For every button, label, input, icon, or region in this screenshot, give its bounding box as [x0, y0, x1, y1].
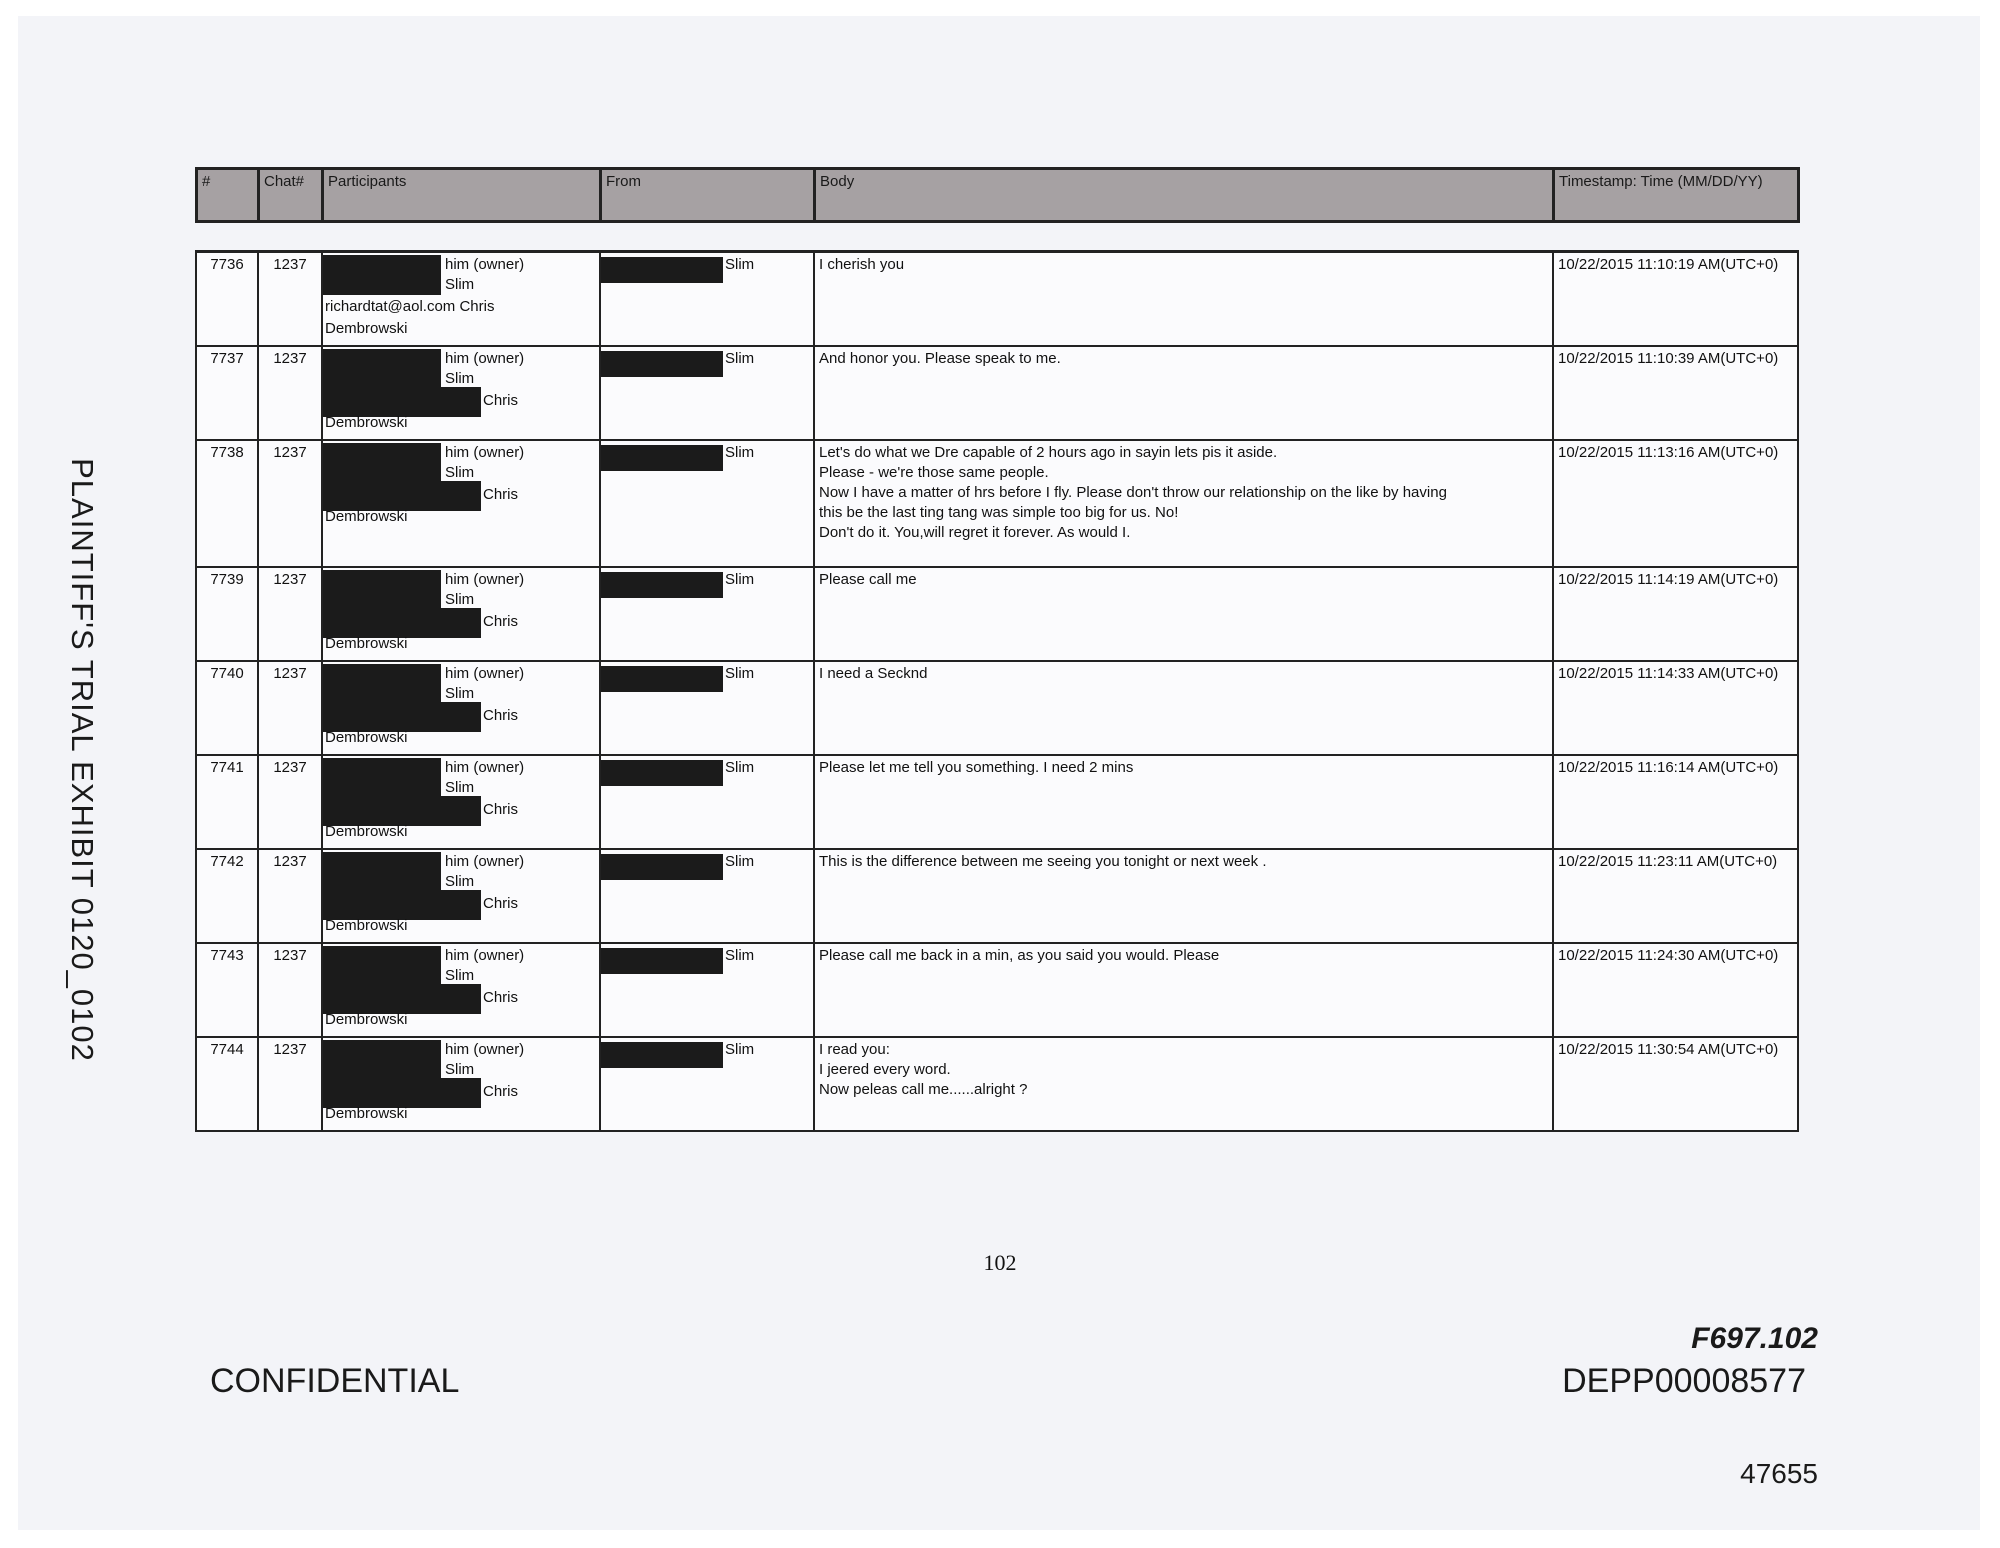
exhibit-side-label	[62, 440, 102, 1080]
redaction-block	[601, 445, 723, 471]
participant-dembrowski: Dembrowski	[325, 729, 408, 746]
from-cell	[600, 567, 814, 661]
participant-chris: Chris	[483, 801, 519, 818]
participant-slim: Slim	[445, 779, 475, 796]
participants-cell	[322, 440, 600, 567]
message-body	[814, 849, 1553, 943]
message-body	[814, 661, 1553, 755]
participant-chris: Chris	[483, 486, 519, 503]
row-number: 7738	[196, 440, 258, 567]
timestamp-cell: 10/22/2015 11:24:30 AM(UTC+0)	[1553, 943, 1798, 1037]
header-participants: Participants	[323, 169, 601, 222]
from-cell	[600, 755, 814, 849]
message-line: this be the last ting tang was simple too big for us. No!	[819, 504, 1179, 521]
chat-number: 1237	[258, 943, 322, 1037]
participant-slim: Slim	[445, 276, 475, 293]
from-cell	[600, 252, 814, 347]
from-name: Slim	[725, 947, 755, 964]
row-number: 7737	[196, 346, 258, 440]
participant-slim: Slim	[445, 591, 475, 608]
timestamp-cell: 10/22/2015 11:14:33 AM(UTC+0)	[1553, 661, 1798, 755]
table-row	[196, 849, 1798, 943]
table-row	[196, 440, 1798, 567]
timestamp-cell: 10/22/2015 11:10:39 AM(UTC+0)	[1553, 346, 1798, 440]
participant-dembrowski: Dembrowski	[325, 917, 408, 934]
redaction-block	[601, 760, 723, 786]
message-body	[814, 755, 1553, 849]
participant-chris: Chris	[483, 392, 519, 409]
row-number: 7742	[196, 849, 258, 943]
redaction-block	[323, 758, 441, 798]
table-row	[196, 346, 1798, 440]
message-line: Now peleas call me......alright ?	[819, 1081, 1028, 1098]
redaction-block	[323, 946, 441, 986]
message-body	[814, 346, 1553, 440]
chat-number: 1237	[258, 661, 322, 755]
participant-owner: him (owner)	[445, 444, 525, 461]
participant-email-chris: richardtat@aol.com Chris	[325, 298, 495, 315]
message-line: This is the difference between me seeing you tonight or next week .	[819, 853, 1267, 870]
participant-owner: him (owner)	[445, 947, 525, 964]
from-cell	[600, 661, 814, 755]
timestamp-cell: 10/22/2015 11:10:19 AM(UTC+0)	[1553, 252, 1798, 347]
message-body	[814, 252, 1553, 347]
redaction-block	[601, 257, 723, 283]
header-chat: Chat#	[259, 169, 323, 222]
redaction-block	[601, 666, 723, 692]
header-from: From	[601, 169, 815, 222]
participant-dembrowski: Dembrowski	[325, 1105, 408, 1122]
participant-dembrowski: Dembrowski	[325, 508, 408, 525]
message-body	[814, 440, 1553, 567]
redaction-block	[323, 1040, 441, 1080]
message-line: I jeered every word.	[819, 1061, 951, 1078]
from-name: Slim	[725, 853, 755, 870]
chat-number: 1237	[258, 755, 322, 849]
table-row	[196, 252, 1798, 347]
chat-number: 1237	[258, 567, 322, 661]
participants-cell	[322, 661, 600, 755]
participant-owner: him (owner)	[445, 571, 525, 588]
participants-cell	[322, 943, 600, 1037]
participant-slim: Slim	[445, 685, 475, 702]
redaction-block	[601, 948, 723, 974]
from-name: Slim	[725, 1041, 755, 1058]
message-body	[814, 943, 1553, 1037]
table-row	[196, 755, 1798, 849]
exhibit-side-label-text: PLAINTIFF'S TRIAL EXHIBIT 0120_0102	[65, 458, 100, 1062]
participant-slim: Slim	[445, 370, 475, 387]
message-line: Don't do it. You,will regret it forever. As would I.	[819, 524, 1131, 541]
header-body: Body	[815, 169, 1554, 222]
from-name: Slim	[725, 350, 755, 367]
from-name: Slim	[725, 759, 755, 776]
redaction-block	[323, 852, 441, 892]
participant-dembrowski: Dembrowski	[325, 635, 408, 652]
chat-number: 1237	[258, 440, 322, 567]
redaction-block	[323, 664, 441, 704]
participants-cell	[322, 755, 600, 849]
row-number: 7736	[196, 252, 258, 347]
row-number: 7739	[196, 567, 258, 661]
redaction-block	[601, 572, 723, 598]
participant-dembrowski: Dembrowski	[325, 1011, 408, 1028]
participant-dembrowski: Dembrowski	[325, 320, 408, 337]
participant-owner: him (owner)	[445, 665, 525, 682]
chat-number: 1237	[258, 1037, 322, 1131]
message-line: I cherish you	[819, 256, 905, 273]
chat-number: 1237	[258, 346, 322, 440]
participant-owner: him (owner)	[445, 759, 525, 776]
exhibit-code: F697.102	[1691, 1322, 1818, 1355]
from-name: Slim	[725, 256, 755, 273]
participant-dembrowski: Dembrowski	[325, 823, 408, 840]
message-line: I need a Secknd	[819, 665, 928, 682]
column-header-table	[195, 167, 1800, 223]
participants-cell	[322, 1037, 600, 1131]
redaction-block	[601, 351, 723, 377]
participant-owner: him (owner)	[445, 853, 525, 870]
document-id: 47655	[1740, 1458, 1818, 1489]
participant-owner: him (owner)	[445, 350, 525, 367]
participant-slim: Slim	[445, 873, 475, 890]
participants-cell	[322, 252, 600, 347]
participant-slim: Slim	[445, 967, 475, 984]
header-num: #	[197, 169, 259, 222]
bates-number: DEPP00008577	[1562, 1362, 1806, 1400]
header-timestamp: Timestamp: Time (MM/DD/YY)	[1554, 169, 1799, 222]
timestamp-cell: 10/22/2015 11:30:54 AM(UTC+0)	[1553, 1037, 1798, 1131]
from-cell	[600, 1037, 814, 1131]
row-number: 7744	[196, 1037, 258, 1131]
row-number: 7740	[196, 661, 258, 755]
message-body	[814, 1037, 1553, 1131]
row-number: 7741	[196, 755, 258, 849]
redaction-block	[323, 570, 441, 610]
participant-dembrowski: Dembrowski	[325, 414, 408, 431]
from-name: Slim	[725, 665, 755, 682]
participant-slim: Slim	[445, 1061, 475, 1078]
from-cell	[600, 346, 814, 440]
from-name: Slim	[725, 444, 755, 461]
message-line: Please call me back in a min, as you said you would. Please	[819, 947, 1220, 964]
column-header-row	[197, 169, 1799, 222]
participant-owner: him (owner)	[445, 1041, 525, 1058]
timestamp-cell: 10/22/2015 11:14:19 AM(UTC+0)	[1553, 567, 1798, 661]
timestamp-cell: 10/22/2015 11:16:14 AM(UTC+0)	[1553, 755, 1798, 849]
participants-cell	[322, 346, 600, 440]
redaction-block	[323, 349, 441, 389]
row-number: 7743	[196, 943, 258, 1037]
chat-number: 1237	[258, 849, 322, 943]
page-number: 102	[983, 1250, 1017, 1275]
timestamp-cell: 10/22/2015 11:13:16 AM(UTC+0)	[1553, 440, 1798, 567]
redaction-block	[601, 854, 723, 880]
table-row	[196, 1037, 1798, 1131]
chat-number: 1237	[258, 252, 322, 347]
participants-cell	[322, 567, 600, 661]
participant-chris: Chris	[483, 989, 519, 1006]
confidential-label: CONFIDENTIAL	[210, 1362, 460, 1400]
redaction-block	[601, 1042, 723, 1068]
redaction-block	[323, 443, 441, 483]
from-cell	[600, 440, 814, 567]
message-line: Please call me	[819, 571, 917, 588]
from-cell	[600, 943, 814, 1037]
participant-owner: him (owner)	[445, 256, 525, 273]
message-line: Let's do what we Dre capable of 2 hours ago in sayin lets pis it aside.	[819, 444, 1278, 461]
participant-chris: Chris	[483, 613, 519, 630]
participant-slim: Slim	[445, 464, 475, 481]
timestamp-cell: 10/22/2015 11:23:11 AM(UTC+0)	[1553, 849, 1798, 943]
redaction-block	[323, 255, 441, 295]
message-line: And honor you. Please speak to me.	[819, 350, 1061, 367]
table-row	[196, 943, 1798, 1037]
participant-chris: Chris	[483, 1083, 519, 1100]
table-row	[196, 661, 1798, 755]
participant-chris: Chris	[483, 707, 519, 724]
message-line: I read you:	[819, 1041, 890, 1058]
table-row	[196, 567, 1798, 661]
messages-table	[195, 250, 1799, 1132]
participants-cell	[322, 849, 600, 943]
from-name: Slim	[725, 571, 755, 588]
message-line: Please - we're those same people.	[819, 464, 1049, 481]
participant-chris: Chris	[483, 895, 519, 912]
message-body	[814, 567, 1553, 661]
from-cell	[600, 849, 814, 943]
message-line: Now I have a matter of hrs before I fly. Please don't throw our relationship on the like by having	[819, 484, 1447, 501]
message-line: Please let me tell you something. I need 2 mins	[819, 759, 1134, 776]
